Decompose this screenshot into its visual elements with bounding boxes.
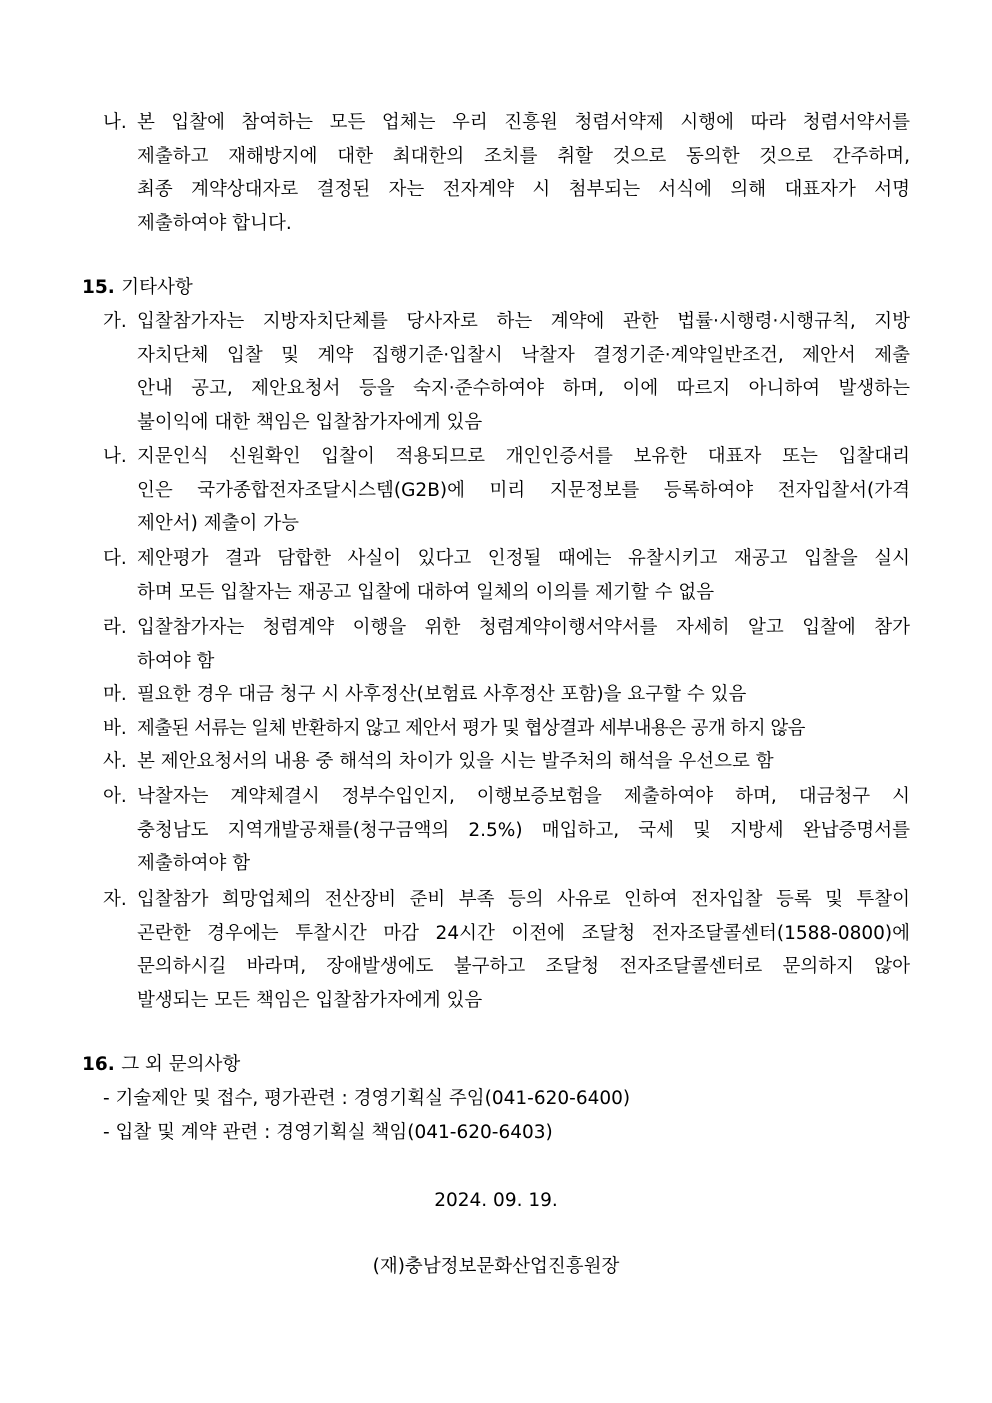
item-marker: 아. — [103, 786, 127, 807]
section-number: 15. — [82, 277, 115, 298]
section-title: 그 외 문의사항 — [121, 1054, 241, 1075]
item-line: 낙찰자는 계약체결시 정부수입인지, 이행보증보험을 제출하여야 하며, 대금청구 시 — [137, 786, 910, 807]
section-title: 기타사항 — [121, 277, 193, 298]
item-marker: 자. — [103, 889, 127, 910]
item-line: 제안평가 결과 담합한 사실이 있다고 인정될 때에는 유찰시키고 재공고 입찰을 실시 — [137, 548, 910, 569]
item-line: 제출하여야 함 — [137, 853, 251, 874]
item-line: 발생되는 모든 책임은 입찰참가자에게 있음 — [137, 989, 483, 1011]
item-line: 제출된 서류는 일체 반환하지 않고 제안서 평가 및 협상결과 세부내용은 공개 하지 않음 — [137, 718, 805, 739]
item-line: 안내 공고, 제안요청서 등을 숙지·준수하여야 하며, 이에 따르지 아니하여 발생하는 — [137, 378, 910, 399]
list-item — [103, 440, 910, 541]
item-line: 입찰참가자는 청렴계약 이행을 위한 청렴계약이행서약서를 자세히 알고 입찰에 참가 — [137, 617, 910, 638]
item-marker: 다. — [103, 548, 127, 569]
item-line: 곤란한 경우에는 투찰시간 마감 24시간 이전에 조달청 전자조달콜센터(1588-0800)에 — [137, 922, 910, 944]
item-line: 충청남도 지역개발공채를(청구금액의 2.5%) 매입하고, 국세 및 지방세 완납증명서를 — [137, 819, 910, 841]
item-line: 불이익에 대한 책임은 입찰참가자에게 있음 — [137, 411, 483, 433]
item-marker: 바. — [103, 718, 127, 739]
item-marker: 라. — [103, 617, 127, 638]
item-line: 제안서) 제출이 가능 — [137, 513, 299, 534]
item-line: 본 제안요청서의 내용 중 해석의 차이가 있을 시는 발주처의 해석을 우선으로 함 — [137, 751, 774, 772]
list-item — [103, 305, 910, 439]
contact-line: - 입찰 및 계약 관련 : 경영기획실 책임(041-620-6403) — [103, 1122, 553, 1143]
section-heading — [82, 1048, 240, 1081]
item-line: 자치단체 입찰 및 계약 집행기준·입찰시 낙찰자 결정기준·계약일반조건, 제안서 제출 — [137, 344, 910, 366]
item-line: 하여야 함 — [137, 650, 215, 672]
contact-line: - 기술제안 및 접수, 평가관련 : 경영기획실 주임(041-620-6400) — [103, 1088, 631, 1109]
item-line: 제출하고 재해방지에 대한 최대한의 조치를 취할 것으로 동의한 것으로 간주하며, — [137, 145, 910, 167]
item-line: 제출하여야 합니다. — [137, 212, 292, 234]
item-line: 하며 모든 입찰자는 재공고 입찰에 대하여 일체의 이의를 제기할 수 없음 — [137, 581, 715, 603]
item-line: 입찰참가 희망업체의 전산장비 준비 부족 등의 사유로 인하여 전자입찰 등록 및 투찰이 — [137, 889, 910, 910]
list-item — [103, 883, 910, 1017]
list-item — [103, 712, 910, 746]
item-line: 입찰참가자는 지방자치단체를 당사자로 하는 계약에 관한 법률·시행령·시행규칙, 지방 — [137, 311, 910, 332]
list-item — [103, 780, 910, 881]
list-item — [103, 678, 910, 712]
list-item — [103, 106, 910, 240]
item-line: 지문인식 신원확인 입찰이 적용되므로 개인인증서를 보유한 대표자 또는 입찰대리 — [137, 446, 910, 467]
item-line: 본 입찰에 참여하는 모든 업체는 우리 진흥원 청렴서약제 시행에 따라 청렴서약서를 — [137, 112, 910, 133]
item-marker: 마. — [103, 684, 127, 705]
issuer-name: (재)충남정보문화산업진흥원장 — [372, 1256, 620, 1277]
item-marker: 나. — [103, 446, 127, 467]
section-heading — [82, 271, 193, 304]
list-item — [103, 542, 910, 609]
item-marker: 가. — [103, 311, 127, 332]
document-date: 2024. 09. 19. — [434, 1190, 558, 1211]
item-line: 문의하시길 바라며, 장애발생에도 불구하고 조달청 전자조달콜센터로 문의하지 않아 — [137, 956, 910, 977]
item-line: 인은 국가종합전자조달시스템(G2B)에 미리 지문정보를 등록하여야 전자입찰서(가격 — [137, 479, 910, 501]
item-line: 필요한 경우 대금 청구 시 사후정산(보험료 사후정산 포함)을 요구할 수 있음 — [137, 684, 747, 705]
list-item — [103, 611, 910, 678]
item-marker: 나. — [103, 112, 127, 133]
section-number: 16. — [82, 1054, 115, 1075]
list-item — [103, 745, 910, 779]
item-marker: 사. — [103, 751, 127, 772]
item-line: 최종 계약상대자로 결정된 자는 전자계약 시 첨부되는 서식에 의해 대표자가 서명 — [137, 179, 910, 200]
